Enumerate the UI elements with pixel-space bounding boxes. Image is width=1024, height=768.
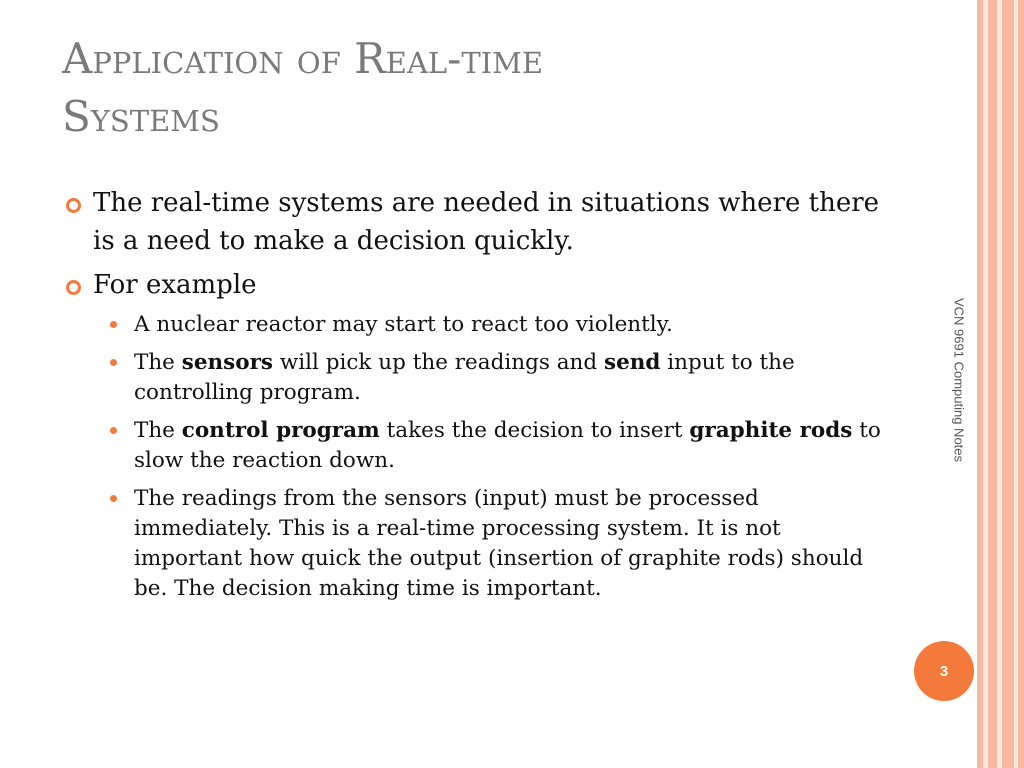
sub-bullet-item xyxy=(64,416,884,476)
sub-bullet-list xyxy=(64,310,884,604)
dot-bullet-icon xyxy=(110,321,117,328)
text-segment: The xyxy=(134,418,182,443)
decor-stripe xyxy=(988,0,997,768)
bold-term: graphite rods xyxy=(689,418,853,443)
sub-bullet-text: The readings from the sensors (input) must be processed immediately. This is a real-time processing system. It is not important how quick the output (insertion of graphite rods) should be. The decision making time is important. xyxy=(134,486,864,601)
bullet-text: For example xyxy=(93,270,257,300)
text-segment: to slow the reaction down. xyxy=(134,418,881,473)
sub-bullet-item xyxy=(64,484,884,604)
bold-term: control program xyxy=(181,418,380,443)
decor-stripe xyxy=(1018,0,1024,768)
dot-bullet-icon xyxy=(110,495,117,502)
slide-title xyxy=(62,30,942,146)
text-segment: will pick up the readings and xyxy=(273,350,604,375)
sub-bullet-text: A nuclear reactor may start to react too violently. xyxy=(134,312,673,337)
ring-bullet-icon xyxy=(66,198,81,213)
text-segment: takes the decision to insert xyxy=(379,418,690,443)
bold-term: send xyxy=(603,350,661,375)
title-line-2: Systems xyxy=(62,92,220,141)
page-number-badge xyxy=(914,641,974,701)
bold-term: sensors xyxy=(181,350,274,375)
decor-stripe xyxy=(1002,0,1014,768)
text-segment: input to the controlling program. xyxy=(134,350,795,405)
bullet-text: The real-time systems are needed in situations where there is a need to make a decision quickly. xyxy=(93,188,880,256)
text-segment: The xyxy=(134,350,182,375)
ring-bullet-icon xyxy=(66,280,81,295)
side-note: VCN 9691 Computing Notes xyxy=(951,297,967,463)
sub-bullet-item xyxy=(64,310,884,340)
title-line-1: Application of Real-time xyxy=(62,34,544,83)
slide-content xyxy=(64,184,884,612)
page-number: 3 xyxy=(939,662,949,680)
sub-bullet-item xyxy=(64,348,884,408)
dot-bullet-icon xyxy=(110,359,117,366)
bullet-item xyxy=(64,266,884,304)
bullet-item xyxy=(64,184,884,260)
dot-bullet-icon xyxy=(110,427,117,434)
